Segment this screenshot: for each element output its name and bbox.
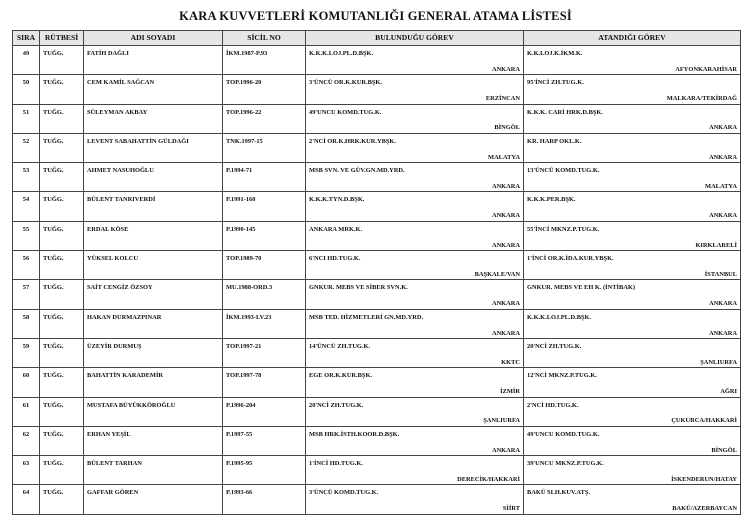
atandigi-yer: ANKARA	[708, 329, 737, 337]
table-row	[13, 456, 741, 485]
cell-rutbe: TUĞG.	[40, 280, 84, 309]
cell-ad-soyad: MUSTAFA BÜYÜKKÖROĞLU	[84, 397, 223, 426]
cell-atandigi-gorev	[524, 280, 741, 309]
cell-sicil-no: TOP.1989-70	[223, 251, 306, 280]
cell-bulundugu-gorev	[306, 163, 524, 192]
cell-sicil-no: P.1993-66	[223, 485, 306, 514]
bulundugu-birlik: GNKUR. MEBS VE SİBER SVN.K.	[309, 284, 408, 292]
cell-atandigi-gorev	[524, 46, 741, 75]
cell-atandigi-gorev	[524, 368, 741, 397]
cell-ad-soyad: AHMET NASUHOĞLU	[84, 163, 223, 192]
table-row	[13, 46, 741, 75]
cell-sira: 63	[13, 456, 40, 485]
cell-ad-soyad: BÜLENT TANRIVERDİ	[84, 192, 223, 221]
table-row	[13, 133, 741, 162]
cell-sicil-no: P.1994-71	[223, 163, 306, 192]
cell-sira: 51	[13, 104, 40, 133]
bulundugu-yer: DERECİK/HAKKARİ	[457, 476, 520, 484]
cell-atandigi-gorev	[524, 309, 741, 338]
atandigi-yer: BAKÜ/AZERBAYCAN	[672, 505, 737, 513]
atandigi-birlik: 2'NCİ HD.TUG.K.	[527, 401, 579, 409]
header-sicil-no: SİCİL NO	[223, 31, 306, 46]
cell-rutbe: TUĞG.	[40, 397, 84, 426]
bulundugu-yer: SİİRT	[502, 505, 520, 513]
cell-ad-soyad: ERHAN YEŞİL	[84, 426, 223, 455]
bulundugu-yer: BAŞKALE/VAN	[474, 270, 520, 278]
bulundugu-birlik: EGE OR.K.KUR.BŞK.	[309, 372, 373, 380]
cell-rutbe: TUĞG.	[40, 221, 84, 250]
cell-bulundugu-gorev	[306, 104, 524, 133]
cell-atandigi-gorev	[524, 426, 741, 455]
atandigi-birlik: K.K.K. CARİ HRK.D.BŞK.	[527, 108, 603, 116]
cell-sicil-no: TNK.1997-15	[223, 133, 306, 162]
cell-rutbe: TUĞG.	[40, 456, 84, 485]
cell-rutbe: TUĞG.	[40, 133, 84, 162]
atandigi-birlik: 1'İNCİ OR.K.İDA.KUR.YBŞK.	[527, 255, 614, 263]
cell-rutbe: TUĞG.	[40, 426, 84, 455]
atandigi-yer: BİNGÖL	[711, 446, 737, 454]
cell-sicil-no: P.1996-204	[223, 397, 306, 426]
atandigi-yer: ANKARA	[708, 300, 737, 308]
cell-rutbe: TUĞG.	[40, 338, 84, 367]
cell-sicil-no: P.1991-160	[223, 192, 306, 221]
table-row	[13, 426, 741, 455]
cell-sicil-no: İKM.1993-LV.23	[223, 309, 306, 338]
header-atandigi-gorev: ATANDIĞI GÖREV	[524, 31, 741, 46]
cell-bulundugu-gorev	[306, 75, 524, 104]
cell-sicil-no: MU.1988-ORD.3	[223, 280, 306, 309]
cell-sicil-no: TOP.1996-20	[223, 75, 306, 104]
bulundugu-birlik: 49'UNCU KOMD.TUG.K.	[309, 108, 382, 116]
header-rutbe: RÜTBESİ	[40, 31, 84, 46]
cell-bulundugu-gorev	[306, 338, 524, 367]
bulundugu-birlik: MSB SVN. VE GÜV.GN.MD.YRD.	[309, 167, 405, 175]
atandigi-yer: KIRKLARELİ	[695, 241, 737, 249]
atandigi-birlik: K.K.LOJ.K.İKM.K.	[527, 50, 583, 57]
bulundugu-birlik: 2'NCİ OR.K.HRK.KUR.YBŞK.	[309, 137, 396, 145]
bulundugu-birlik: 14'ÜNCÜ ZH.TUG.K.	[309, 342, 371, 350]
cell-sira: 58	[13, 309, 40, 338]
atandigi-yer: ÇUKURCA/HAKKARİ	[671, 417, 737, 425]
atandigi-birlik: KR. HARP OKL.K.	[527, 137, 582, 145]
cell-sira: 52	[13, 133, 40, 162]
bulundugu-yer: ANKARA	[491, 446, 520, 454]
cell-bulundugu-gorev	[306, 309, 524, 338]
table-row	[13, 368, 741, 397]
bulundugu-yer: BİNGÖL	[494, 124, 520, 132]
cell-bulundugu-gorev	[306, 280, 524, 309]
cell-atandigi-gorev	[524, 104, 741, 133]
atandigi-yer: ANKARA	[708, 212, 737, 220]
cell-ad-soyad: HAKAN DURMAZPINAR	[84, 309, 223, 338]
header-sira: SIRA	[13, 31, 40, 46]
cell-ad-soyad: LEVENT SABAHATTİN GÜLDAĞI	[84, 133, 223, 162]
table-body	[13, 46, 741, 515]
atandigi-birlik: 95'İNCİ ZH.TUG.K.	[527, 79, 584, 87]
cell-atandigi-gorev	[524, 251, 741, 280]
table-row	[13, 75, 741, 104]
cell-rutbe: TUĞG.	[40, 163, 84, 192]
bulundugu-yer: ŞANLIURFA	[483, 417, 520, 425]
cell-bulundugu-gorev	[306, 397, 524, 426]
table-row	[13, 104, 741, 133]
cell-ad-soyad: CEM KAMİL SAĞCAN	[84, 75, 223, 104]
cell-bulundugu-gorev	[306, 221, 524, 250]
cell-sira: 55	[13, 221, 40, 250]
cell-bulundugu-gorev	[306, 192, 524, 221]
cell-ad-soyad: SAİT CENGİZ ÖZSOY	[84, 280, 223, 309]
cell-ad-soyad: SÜLEYMAN AKBAY	[84, 104, 223, 133]
atandigi-birlik: 12'NCİ MKNZ.P.TUG.K.	[527, 372, 597, 380]
atandigi-birlik: K.K.K.LOJ.PL.D.BŞK.	[527, 313, 592, 321]
cell-ad-soyad: ÜZEYİR DURMUŞ	[84, 338, 223, 367]
cell-rutbe: TUĞG.	[40, 104, 84, 133]
cell-sicil-no: TOP.1997-78	[223, 368, 306, 397]
cell-sira: 53	[13, 163, 40, 192]
atandigi-yer: İSTANBUL	[704, 270, 737, 278]
bulundugu-yer: ERZİNCAN	[485, 95, 520, 103]
header-ad-soyad: ADI SOYADI	[84, 31, 223, 46]
cell-ad-soyad: BÜLENT TARHAN	[84, 456, 223, 485]
cell-sicil-no: P.1997-55	[223, 426, 306, 455]
table-row	[13, 280, 741, 309]
cell-sira: 50	[13, 75, 40, 104]
bulundugu-birlik: 20'NCİ ZH.TUG.K.	[309, 401, 364, 409]
appointment-table	[12, 30, 741, 515]
cell-sicil-no: TOP.1997-21	[223, 338, 306, 367]
cell-sira: 57	[13, 280, 40, 309]
atandigi-yer: ANKARA	[708, 124, 737, 132]
atandigi-yer: MALKARA/TEKİRDAĞ	[666, 95, 737, 103]
table-row	[13, 192, 741, 221]
table-row	[13, 221, 741, 250]
atandigi-birlik: 55'İNCİ MKNZ.P.TUG.K.	[527, 225, 600, 233]
cell-sicil-no: P.1990-145	[223, 221, 306, 250]
cell-sira: 61	[13, 397, 40, 426]
cell-sicil-no: TOP.1996-22	[223, 104, 306, 133]
cell-atandigi-gorev	[524, 163, 741, 192]
atandigi-birlik: 49'UNCU KOMD.TUG.K.	[527, 430, 600, 438]
cell-bulundugu-gorev	[306, 426, 524, 455]
atandigi-yer: AĞRI	[720, 388, 737, 396]
cell-rutbe: TUĞG.	[40, 485, 84, 514]
cell-ad-soyad: GAFFAR GÖREN	[84, 485, 223, 514]
cell-rutbe: TUĞG.	[40, 192, 84, 221]
bulundugu-yer: ANKARA	[491, 300, 520, 308]
atandigi-birlik: 13'ÜNCÜ KOMD.TUG.K.	[527, 167, 600, 175]
bulundugu-yer: ANKARA	[491, 65, 520, 73]
bulundugu-birlik: 3'ÜNCÜ KOMD.TUG.K.	[309, 489, 379, 497]
cell-atandigi-gorev	[524, 192, 741, 221]
cell-ad-soyad: YÜKSEL KOLCU	[84, 251, 223, 280]
bulundugu-yer: MALATYA	[488, 153, 520, 161]
page-title: KARA KUVVETLERİ KOMUTANLIĞI GENERAL ATAMA LİSTESİ	[179, 9, 572, 23]
cell-atandigi-gorev	[524, 397, 741, 426]
bulundugu-birlik: 1'İNCİ HD.TUG.K.	[309, 460, 363, 468]
bulundugu-yer: ANKARA	[491, 183, 520, 191]
bulundugu-yer: KKTC	[501, 358, 520, 366]
bulundugu-yer: ANKARA	[491, 212, 520, 220]
cell-sira: 54	[13, 192, 40, 221]
bulundugu-birlik: ANKARA MRK.K.	[309, 225, 363, 233]
atandigi-birlik: 39'UNCU MKNZ.P.TUG.K.	[527, 460, 604, 468]
cell-atandigi-gorev	[524, 485, 741, 514]
atandigi-birlik: K.K.K.PER.BŞK.	[527, 196, 576, 204]
cell-atandigi-gorev	[524, 133, 741, 162]
table-row	[13, 251, 741, 280]
atandigi-yer: MALATYA	[705, 183, 737, 191]
atandigi-yer: ANKARA	[708, 153, 737, 161]
cell-rutbe: TUĞG.	[40, 309, 84, 338]
cell-ad-soyad: BAHATTİN KARADEMİR	[84, 368, 223, 397]
table-row	[13, 163, 741, 192]
header-bulundugu-gorev: BULUNDUĞU GÖREV	[306, 31, 524, 46]
cell-atandigi-gorev	[524, 338, 741, 367]
atandigi-birlik: BAKÜ SLH.KUV.ATŞ.	[527, 489, 590, 497]
table-row	[13, 338, 741, 367]
cell-bulundugu-gorev	[306, 133, 524, 162]
table-row	[13, 309, 741, 338]
cell-sicil-no: P.1995-95	[223, 456, 306, 485]
cell-sira: 49	[13, 46, 40, 75]
bulundugu-yer: ANKARA	[491, 329, 520, 337]
bulundugu-birlik: MSB TED. HİZMETLERİ GN.MD.YRD.	[309, 313, 424, 321]
cell-rutbe: TUĞG.	[40, 46, 84, 75]
cell-atandigi-gorev	[524, 456, 741, 485]
cell-sira: 60	[13, 368, 40, 397]
table-header-row	[13, 31, 741, 46]
cell-sira: 64	[13, 485, 40, 514]
cell-bulundugu-gorev	[306, 46, 524, 75]
bulundugu-yer: ANKARA	[491, 241, 520, 249]
cell-rutbe: TUĞG.	[40, 75, 84, 104]
cell-sira: 62	[13, 426, 40, 455]
cell-sicil-no: İKM.1987-P.93	[223, 46, 306, 75]
cell-atandigi-gorev	[524, 75, 741, 104]
cell-sira: 56	[13, 251, 40, 280]
cell-ad-soyad: FATİH DAĞLI	[84, 46, 223, 75]
cell-bulundugu-gorev	[306, 251, 524, 280]
cell-rutbe: TUĞG.	[40, 251, 84, 280]
bulundugu-yer: İZMİR	[500, 388, 520, 396]
cell-bulundugu-gorev	[306, 368, 524, 397]
atandigi-birlik: GNKUR. MEBS VE EH K. (İNTİBAK)	[527, 284, 636, 292]
cell-sira: 59	[13, 338, 40, 367]
cell-ad-soyad: ERDAL KÖSE	[84, 221, 223, 250]
cell-bulundugu-gorev	[306, 456, 524, 485]
table-row	[13, 397, 741, 426]
atandigi-yer: ŞANLIURFA	[700, 358, 737, 366]
cell-rutbe: TUĞG.	[40, 368, 84, 397]
cell-bulundugu-gorev	[306, 485, 524, 514]
bulundugu-birlik: 3'ÜNCÜ OR.K.KUR.BŞK.	[309, 79, 382, 87]
atandigi-yer: AFYONKARAHİSAR	[675, 65, 737, 73]
bulundugu-birlik: 6'NCI HD.TUG.K.	[309, 255, 361, 263]
atandigi-yer: İSKENDERUN/HATAY	[671, 476, 737, 484]
atandigi-birlik: 20'NCİ ZH.TUG.K.	[527, 342, 582, 350]
cell-atandigi-gorev	[524, 221, 741, 250]
bulundugu-birlik: K.K.K.LOJ.PL.D.BŞK.	[309, 50, 374, 57]
bulundugu-birlik: MSB HRK.İSTH.KOOR.D.BŞK.	[309, 430, 400, 438]
bulundugu-birlik: K.K.K.TYN.D.BŞK.	[309, 196, 365, 204]
table-row	[13, 485, 741, 514]
